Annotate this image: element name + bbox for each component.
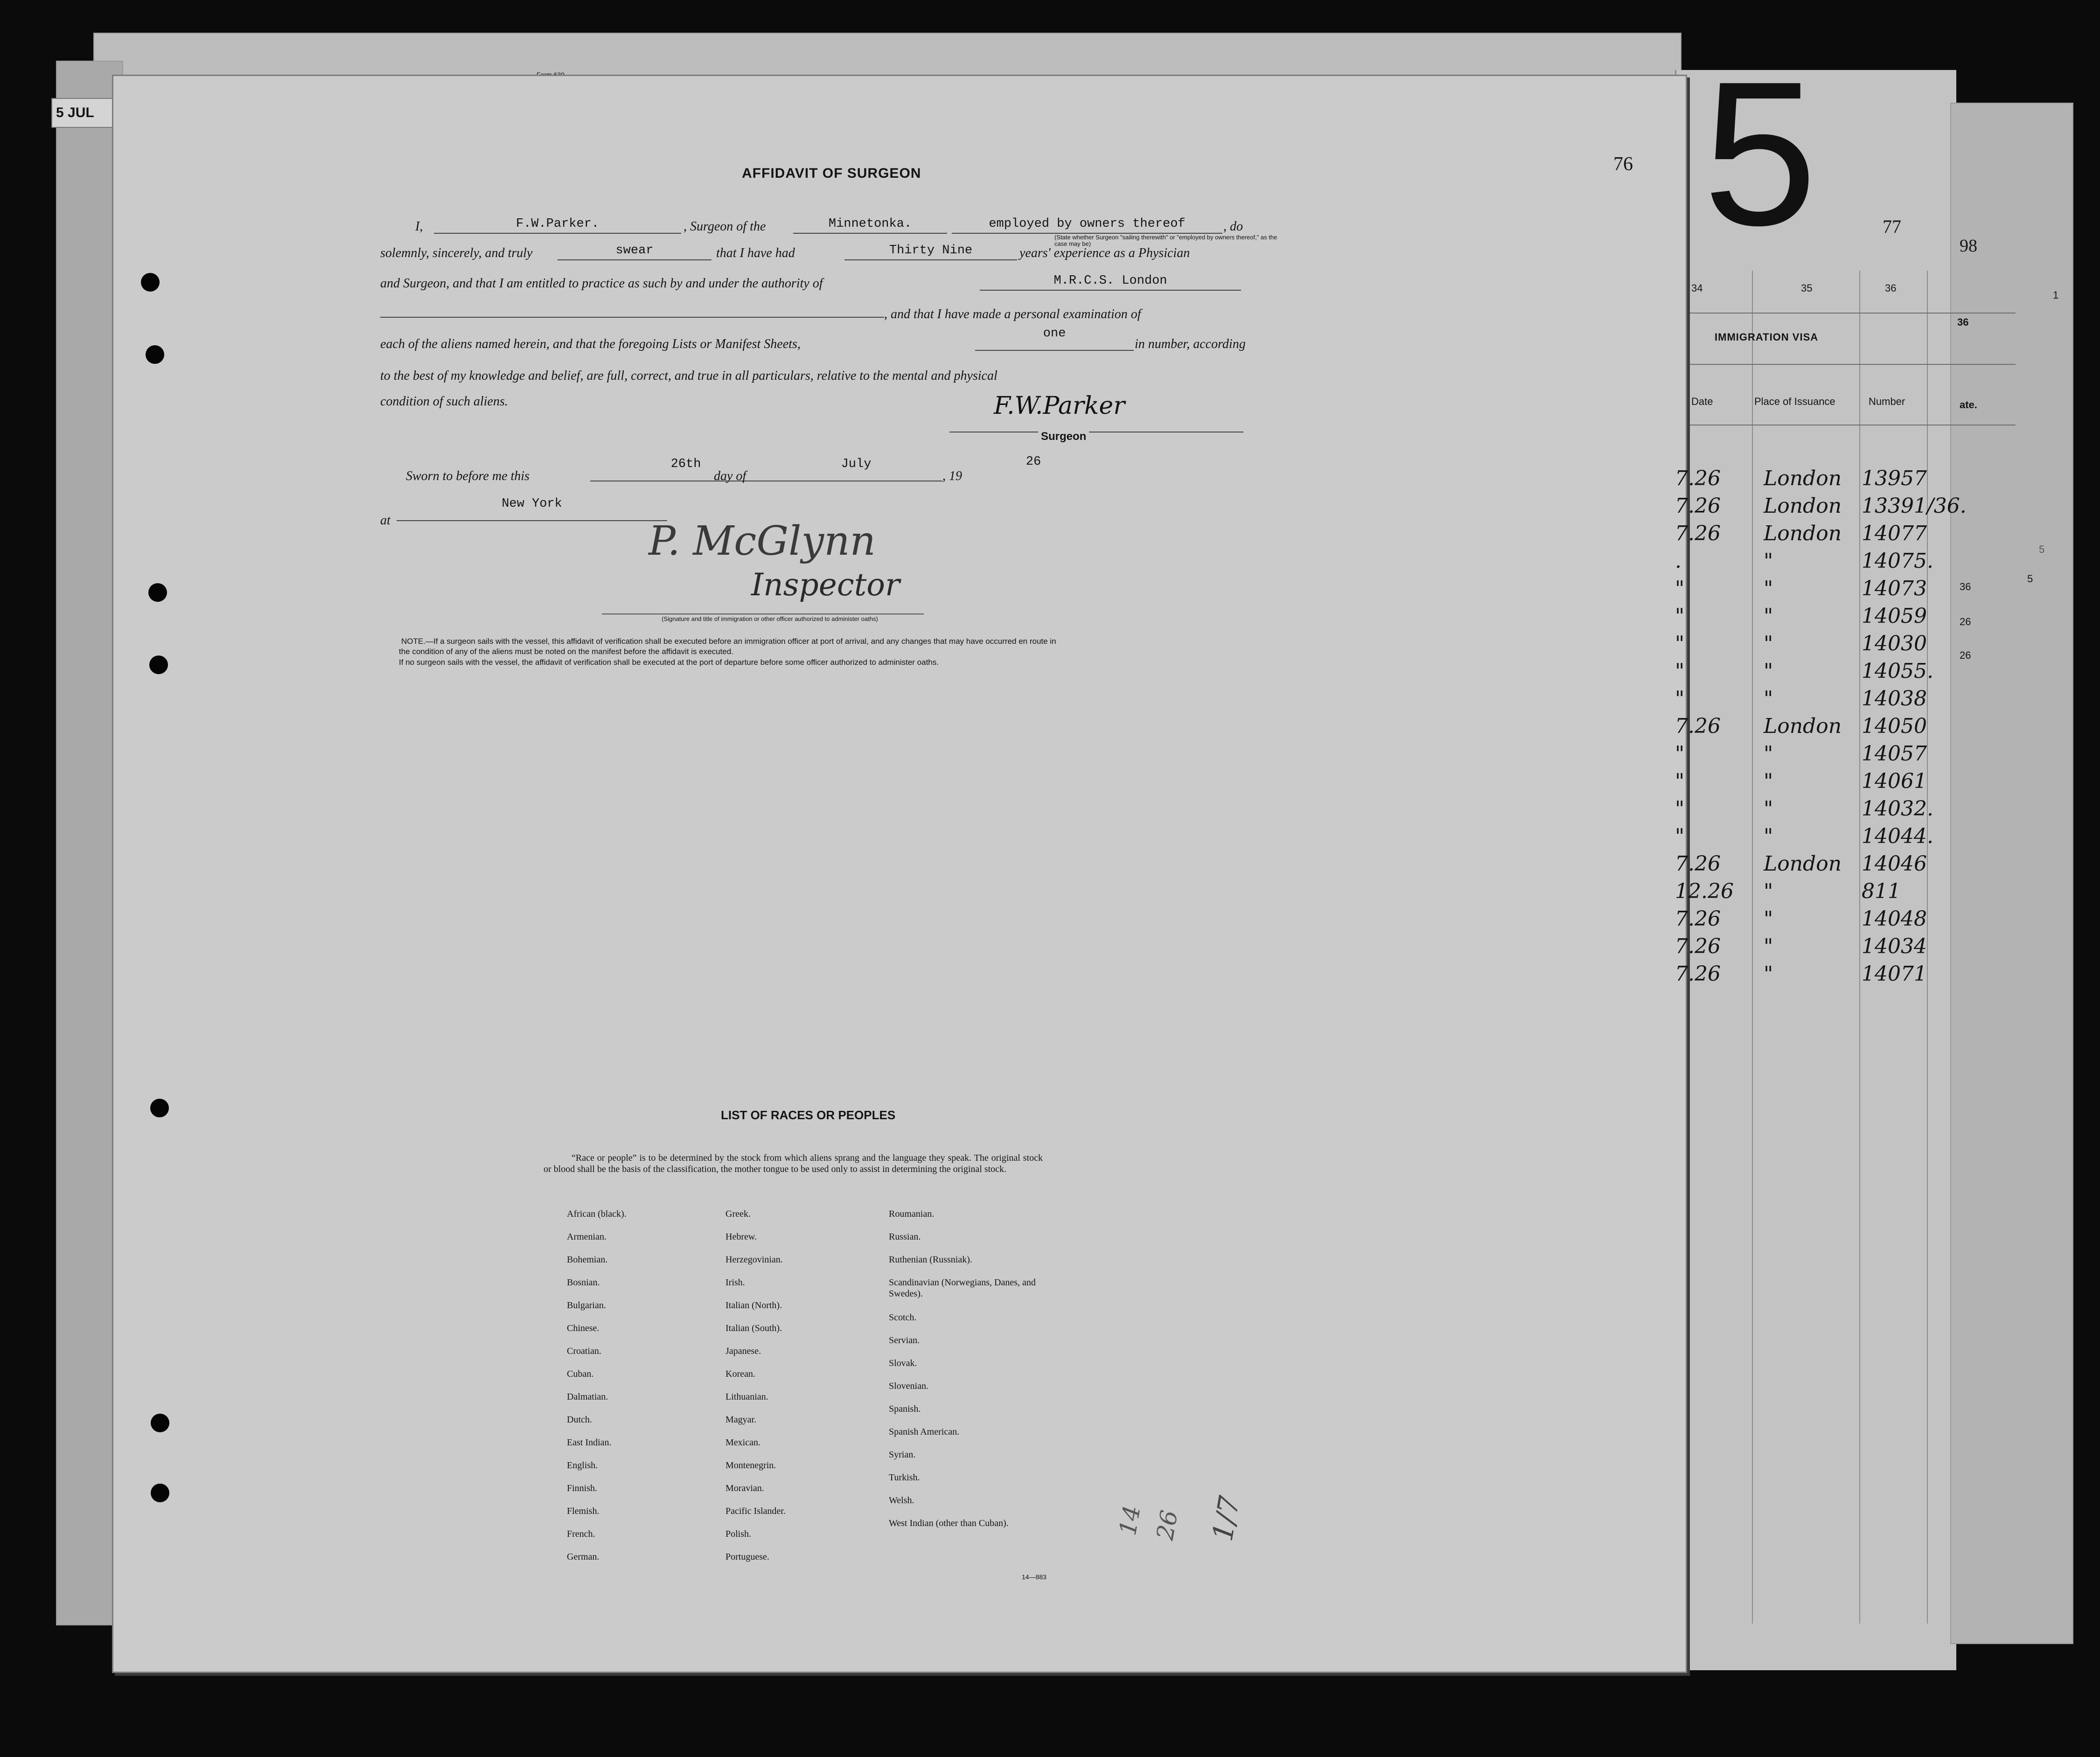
visa-row-date: "	[1675, 769, 1685, 793]
background-sheet-top	[93, 33, 1681, 81]
affidavit-text: that I have had	[716, 246, 795, 260]
races-column-1	[567, 1208, 707, 1574]
visa-row-date: .	[1675, 549, 1681, 573]
race-item: Finnish.	[567, 1483, 598, 1493]
race-item: Irish.	[726, 1277, 745, 1288]
affidavit-heading: AFFIDAVIT OF SURGEON	[742, 166, 921, 181]
visa-row-number: 14044.	[1862, 824, 1933, 848]
visa-row-place: "	[1764, 797, 1773, 821]
race-item: Mexican.	[726, 1437, 760, 1448]
visa-row-place: "	[1764, 879, 1773, 903]
visa-row-number: 13957	[1862, 467, 1927, 490]
binder-hole	[150, 1099, 169, 1117]
race-item: Lithuanian.	[726, 1392, 768, 1402]
visa-row-place: "	[1764, 824, 1773, 848]
visa-row-number: 14038	[1862, 687, 1927, 711]
visa-grid-line	[1680, 364, 2016, 365]
race-item: Scandinavian (Norwegians, Danes, and Swedes).	[889, 1277, 1036, 1299]
affidavit-text: , Surgeon of the	[684, 219, 766, 234]
affidavit-text: day of	[714, 469, 747, 483]
visa-row-date: 7.26	[1675, 907, 1721, 931]
affidavit-text: Sworn to before me this	[406, 469, 530, 483]
surgeon-signature: F.W.Parker	[994, 392, 1125, 420]
races-form-code: 14—883	[1022, 1573, 1047, 1581]
race-item: Scotch.	[889, 1312, 917, 1323]
visa-row-place: London	[1764, 852, 1842, 876]
race-item: Servian.	[889, 1335, 920, 1346]
visa-row-date: 7.26	[1675, 962, 1721, 986]
visa-row-place: London	[1764, 522, 1842, 545]
race-item: African (black).	[567, 1209, 627, 1219]
page-number-77: 77	[1883, 216, 1901, 237]
visa-grid-line	[1752, 271, 1753, 1624]
visa-row-place: "	[1764, 742, 1773, 766]
visa-row-date: 7.26	[1675, 467, 1721, 490]
race-item: Bulgarian.	[567, 1300, 606, 1311]
race-item: Greek.	[726, 1209, 751, 1219]
binder-hole	[151, 1484, 169, 1502]
date-tab: 5 JUL	[51, 98, 118, 128]
visa-header-number: Number	[1869, 396, 1905, 407]
visa-row-place: London	[1764, 714, 1842, 738]
race-item: Bohemian.	[567, 1255, 608, 1265]
binder-hole	[148, 583, 167, 602]
visa-row-number: 13391/36.	[1862, 494, 1967, 518]
visa-row-number: 811	[1862, 879, 1901, 903]
race-item: Dutch.	[567, 1415, 592, 1425]
race-item: Russian.	[889, 1232, 921, 1242]
pencil-annotation: 26	[1151, 1508, 1183, 1542]
page-number-98: 98	[1960, 236, 1977, 256]
visa-row-place: "	[1764, 934, 1773, 958]
visa-row-number: 14034	[1862, 934, 1927, 958]
visa-row-number: 14048	[1862, 907, 1927, 931]
visa-row-place: "	[1764, 659, 1773, 683]
employment-field: employed by owners thereof	[952, 217, 1222, 234]
race-item: Welsh.	[889, 1495, 914, 1506]
affidavit-text: , do	[1223, 219, 1243, 234]
visa-header-place: Place of Issuance	[1754, 396, 1835, 407]
side-number: 26	[1960, 649, 1971, 661]
surgeon-label: Surgeon	[1038, 430, 1089, 443]
visa-row-date: "	[1675, 742, 1685, 766]
visa-row-date: "	[1675, 632, 1685, 655]
sworn-day-field: 26th	[590, 457, 781, 481]
affidavit-note: the condition of any of the aliens must be noted on the manifest before the affidavit is executed.	[399, 647, 733, 656]
race-item: Slovenian.	[889, 1381, 928, 1391]
binder-hole	[151, 1414, 169, 1432]
visa-row-date: "	[1675, 577, 1685, 600]
visa-row-place: "	[1764, 687, 1773, 711]
visa-col-number: 34	[1691, 282, 1703, 294]
race-item: Roumanian.	[889, 1209, 935, 1219]
pencil-annotation: 1/7	[1206, 1493, 1247, 1544]
visa-row-date: "	[1675, 604, 1685, 628]
officer-title: Inspector	[751, 567, 900, 603]
visa-row-place: "	[1764, 632, 1773, 655]
binder-hole	[141, 273, 160, 292]
race-item: Magyar.	[726, 1415, 757, 1425]
blank-field	[380, 301, 884, 318]
races-column-3	[889, 1208, 1043, 1541]
visa-row-date: "	[1675, 797, 1685, 821]
affidavit-note: If no surgeon sails with the vessel, the affidavit of verification shall be executed at the port of departure before some officer authorized to administer oaths.	[399, 658, 939, 667]
visa-grid-line	[1680, 313, 2016, 314]
affidavit-text: each of the aliens named herein, and that the foregoing Lists or Manifest Sheets,	[380, 337, 801, 351]
races-column-2	[726, 1208, 879, 1574]
sheet-count-field: one	[975, 327, 1134, 351]
officer-caption: (Signature and title of immigration or other officer authorized to administer oaths)	[662, 615, 878, 622]
visa-right-col-number: 36	[1957, 316, 1969, 328]
visa-row-place: "	[1764, 604, 1773, 628]
visa-row-number: 14071	[1862, 962, 1927, 986]
race-item: Dalmatian.	[567, 1392, 608, 1402]
visa-row-date: 7.26	[1675, 522, 1721, 545]
race-item: Armenian.	[567, 1232, 607, 1242]
races-intro: “Race or people” is to be determined by the stock from which aliens sprang and the language they speak. The original stock or blood shall be the basis of the classification, the mother tongue to be used only to assist in determining the original stock.	[544, 1153, 1043, 1174]
visa-row-place: "	[1764, 549, 1773, 573]
visa-row-place: "	[1764, 769, 1773, 793]
visa-grid-line	[1927, 271, 1928, 1624]
page-number-76: 76	[1613, 153, 1633, 175]
visa-row-date: "	[1675, 659, 1685, 683]
race-item: Pacific Islander.	[726, 1506, 786, 1516]
visa-row-number: 14057	[1862, 742, 1927, 766]
side-number: 26	[1960, 616, 1971, 628]
visa-row-number: 14050	[1862, 714, 1927, 738]
binder-hole	[146, 345, 164, 364]
visa-row-place: "	[1764, 907, 1773, 931]
affidavit-text: solemnly, sincerely, and truly	[380, 246, 533, 260]
race-item: English.	[567, 1460, 598, 1471]
race-item: West Indian (other than Cuban).	[889, 1518, 1009, 1528]
race-item: Moravian.	[726, 1483, 764, 1493]
race-item: Montenegrin.	[726, 1460, 776, 1471]
race-item: Turkish.	[889, 1472, 920, 1483]
visa-row-place: "	[1764, 577, 1773, 600]
visa-row-number: 14073	[1862, 577, 1927, 600]
visa-row-place: London	[1764, 494, 1842, 518]
visa-row-number: 14061	[1862, 769, 1927, 793]
race-item: Croatian.	[567, 1346, 601, 1356]
affidavit-note: NOTE.—If a surgeon sails with the vessel, this affidavit of verification shall be executed before an immigration officer at port of arrival, and any changes that may have occurred en route in	[401, 637, 1056, 646]
visa-col-number: 35	[1801, 282, 1813, 294]
visa-row-date: 7.26	[1675, 494, 1721, 518]
race-item: German.	[567, 1552, 600, 1562]
visa-grid-line	[1859, 271, 1860, 1624]
race-item: Bosnian.	[567, 1277, 600, 1288]
visa-header-date: Date	[1691, 396, 1713, 407]
visa-title: IMMIGRATION VISA	[1715, 331, 1819, 343]
years-field: Thirty Nine	[844, 244, 1017, 260]
visa-row-number: 14059	[1862, 604, 1927, 628]
race-item: Chinese.	[567, 1323, 600, 1333]
side-number: 36	[1960, 581, 1971, 593]
visa-row-date: 7.26	[1675, 714, 1721, 738]
race-item: Herzegovinian.	[726, 1255, 783, 1265]
visa-row-date: 7.26	[1675, 852, 1721, 876]
affidavit-text: , 19	[942, 469, 962, 483]
binder-hole	[149, 655, 168, 674]
sworn-year-field: 26	[1026, 455, 1041, 469]
race-item: Italian (North).	[726, 1300, 782, 1311]
race-item: Korean.	[726, 1369, 755, 1379]
race-item: Spanish American.	[889, 1427, 960, 1437]
affidavit-text: at	[380, 513, 391, 528]
affidavit-text: and Surgeon, and that I am entitled to practice as such by and under the authority of	[380, 276, 823, 291]
side-number: 5	[2027, 573, 2033, 585]
employment-note: (State whether Surgeon "sailing therewith" or "employed by owners thereof," as the case may be)	[1054, 234, 1277, 247]
visa-row-number: 14077	[1862, 522, 1927, 545]
officer-signature: P. McGlynn	[649, 518, 876, 565]
affidavit-text: condition of such aliens.	[380, 394, 508, 409]
visa-row-number: 14075.	[1862, 549, 1933, 573]
visa-row-date: 12.26	[1675, 879, 1734, 903]
visa-row-number: 14030	[1862, 632, 1927, 655]
visa-right-col-header: ate.	[1960, 399, 1977, 411]
authority-field: M.R.C.S. London	[980, 274, 1241, 291]
side-number: 5	[2039, 544, 2045, 555]
race-item: East Indian.	[567, 1437, 612, 1448]
race-item: Cuban.	[567, 1369, 594, 1379]
visa-row-number: 14032.	[1862, 797, 1933, 821]
affidavit-text: I,	[415, 219, 423, 234]
visa-col-number: 36	[1885, 282, 1897, 294]
race-item: Ruthenian (Russniak).	[889, 1255, 972, 1265]
sworn-month-field: July	[770, 457, 942, 481]
visa-row-number: 14055.	[1862, 659, 1933, 683]
vessel-field: Minnetonka.	[793, 217, 947, 234]
visa-row-date: 7.26	[1675, 934, 1721, 958]
affidavit-text: years' experience as a Physician	[1019, 246, 1190, 260]
side-number: 1	[2053, 289, 2059, 301]
oath-field: swear	[558, 244, 712, 260]
race-item: Portuguese.	[726, 1552, 769, 1562]
far-right-sheet	[1950, 103, 2073, 1644]
visa-row-place: London	[1764, 467, 1842, 490]
race-item: Syrian.	[889, 1450, 916, 1460]
race-item: Italian (South).	[726, 1323, 782, 1333]
race-item: Flemish.	[567, 1506, 600, 1516]
race-item: Japanese.	[726, 1346, 761, 1356]
place-field: New York	[397, 497, 667, 521]
race-item: French.	[567, 1529, 595, 1539]
pencil-annotation: 14	[1114, 1503, 1146, 1538]
race-item: Slovak.	[889, 1358, 917, 1368]
surgeon-name-field: F.W.Parker.	[434, 217, 681, 234]
races-title: LIST OF RACES OR PEOPLES	[721, 1108, 896, 1122]
visa-row-date: "	[1675, 687, 1685, 711]
race-item: Spanish.	[889, 1404, 921, 1414]
affidavit-text: , and that I have made a personal examination of	[884, 307, 1141, 321]
affidavit-text: in number, according	[1135, 337, 1246, 351]
race-item: Polish.	[726, 1529, 752, 1539]
visa-row-date: "	[1675, 824, 1685, 848]
affidavit-text: to the best of my knowledge and belief, are full, correct, and true in all particulars, relative to the mental and physical	[380, 369, 998, 383]
large-folio-number: 5	[1703, 39, 1817, 268]
visa-row-number: 14046	[1862, 852, 1927, 876]
visa-row-place: "	[1764, 962, 1773, 986]
race-item: Hebrew.	[726, 1232, 757, 1242]
